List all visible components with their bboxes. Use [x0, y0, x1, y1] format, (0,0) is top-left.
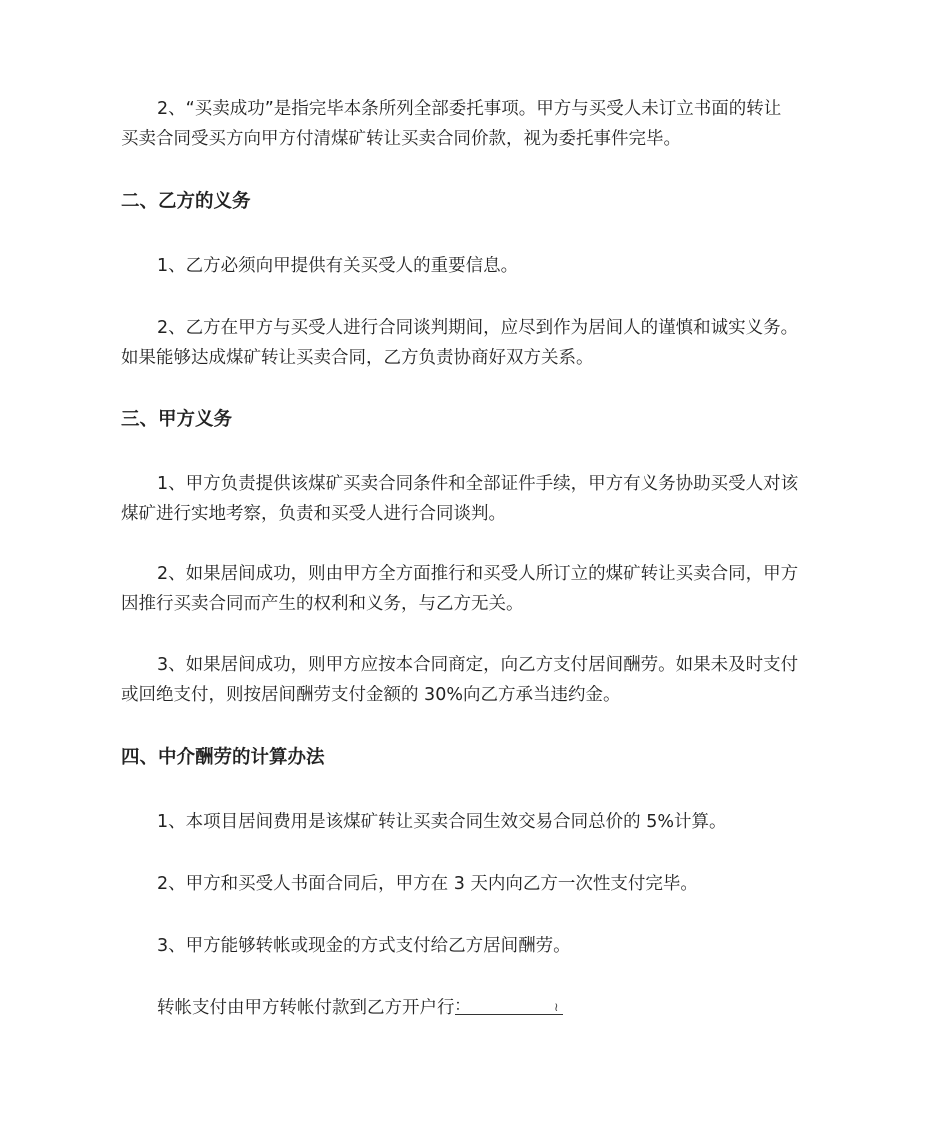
- paragraph-line: 2、甲方和买受人书面合同后，甲方在 3 天内向乙方一次性支付完毕。: [157, 874, 698, 894]
- paragraph-line: 2、如果居间成功，则由甲方全方面推行和买受人所订立的煤矿转让买卖合同，甲方: [157, 564, 799, 584]
- bank-account-blank-field[interactable]: [455, 996, 563, 1015]
- paragraph-2-1: [121, 251, 833, 281]
- paragraph-line: 或回绝支付，则按居间酬劳支付金额的 30%向乙方承当违约金。: [121, 685, 621, 705]
- paragraph-line: 如果能够达成煤矿转让买卖合同，乙方负责协商好双方关系。: [121, 348, 594, 368]
- paragraph-4-1: [121, 807, 833, 837]
- field-end-mark: ≀: [554, 1000, 559, 1014]
- paragraph-line: 1、乙方必须向甲提供有关买受人的重要信息。: [157, 256, 519, 276]
- field-colon: ：: [454, 996, 470, 1014]
- paragraph-line: 1、甲方负责提供该煤矿买卖合同条件和全部证件手续，甲方有义务协助买受人对该: [157, 474, 799, 494]
- paragraph-line: 1、本项目居间费用是该煤矿转让买卖合同生效交易合同总价的 5%计算。: [157, 812, 727, 832]
- paragraph-line: 2、“买卖成功”是指完毕本条所列全部委托事项。甲方与买受人未订立书面的转让: [157, 99, 782, 119]
- paragraph-line: 2、乙方在甲方与买受人进行合同谈判期间，应尽到作为居间人的谨慎和诚实义务。: [157, 318, 799, 338]
- paragraph-line: [121, 993, 833, 1023]
- section-heading-4: 四、中介酬劳的计算办法: [121, 747, 325, 768]
- paragraph-4-2: [121, 869, 833, 899]
- paragraph-line: 买卖合同受买方向甲方付清煤矿转让买卖合同价款，视为委托事件完毕。: [121, 129, 681, 149]
- paragraph-4-3: [121, 931, 833, 961]
- paragraph-3-1: [121, 469, 833, 529]
- paragraph-line: 3、甲方能够转帐或现金的方式支付给乙方居间酬劳。: [157, 936, 571, 956]
- paragraph-1-2: [121, 94, 833, 154]
- paragraph-line: 因推行买卖合同而产生的权利和义务，与乙方无关。: [121, 594, 524, 614]
- bank-transfer-text: 转帐支付由甲方转帐付款到乙方开户行: [157, 998, 455, 1018]
- section-heading-3: 三、甲方义务: [121, 409, 233, 430]
- paragraph-3-3: [121, 650, 833, 710]
- paragraph-line: 煤矿进行实地考察，负责和买受人进行合同谈判。: [121, 504, 506, 524]
- paragraph-3-2: [121, 559, 833, 619]
- paragraph-line: 3、如果居间成功，则甲方应按本合同商定，向乙方支付居间酬劳。如果未及时支付: [157, 655, 799, 675]
- section-heading-2: 二、乙方的义务: [121, 191, 251, 212]
- paragraph-4-4: [121, 993, 833, 1023]
- paragraph-2-2: [121, 313, 833, 373]
